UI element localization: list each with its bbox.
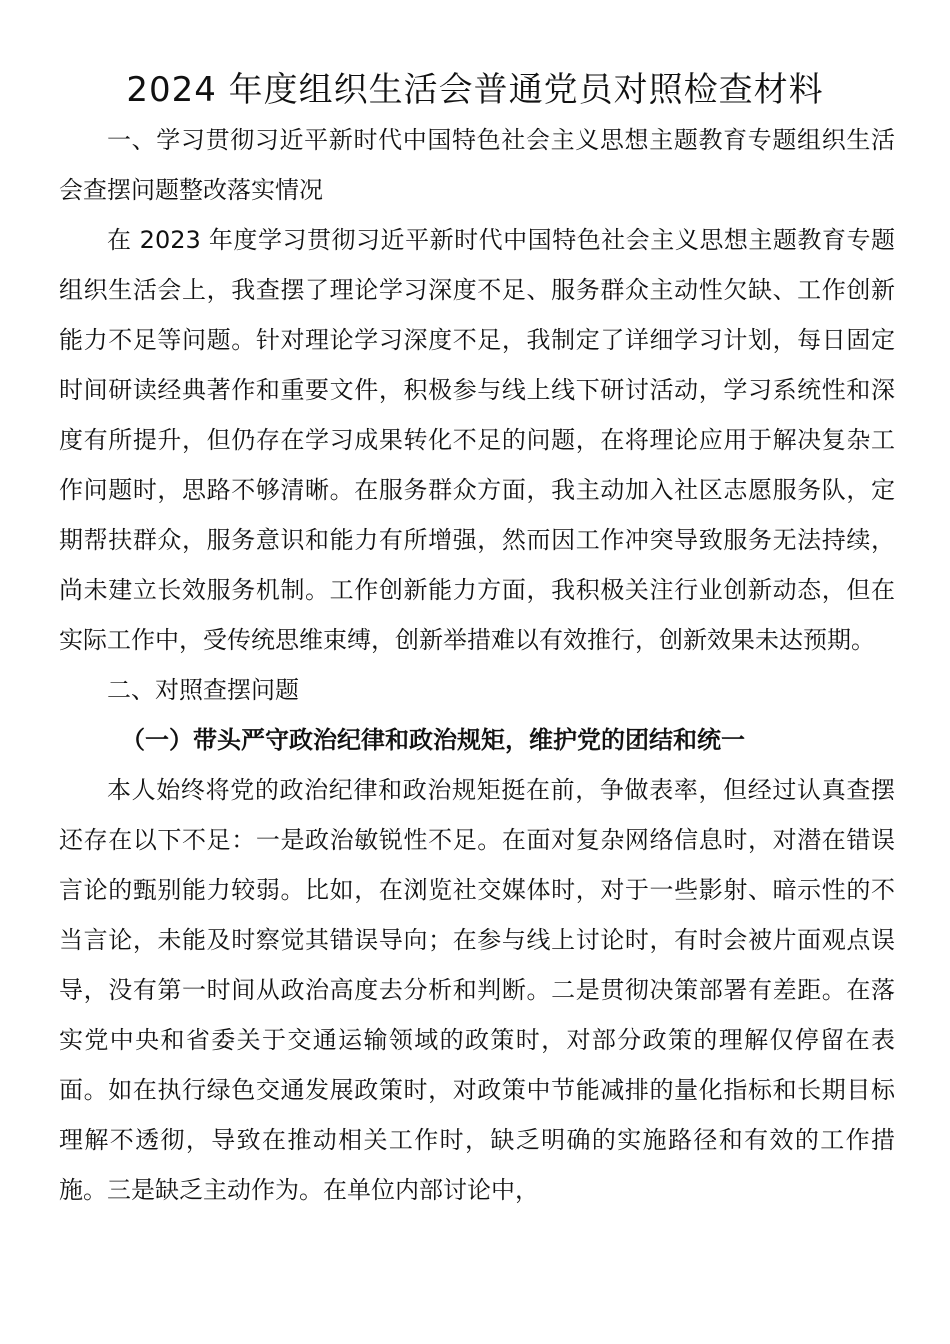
document-title: 2024 年度组织生活会普通党员对照检查材料 [126, 70, 824, 110]
subsection-1-paragraph: 本人始终将党的政治纪律和政治规矩挺在前，争做表率，但经过认真查摆还存在以下不足：一是政治敏锐性不足。在面对复杂网络信息时，对潜在错误言论的甄别能力较弱。比如，在浏览社交媒体时，对于一些影射、暗示性的不当言论，未能及时察觉其错误导向；在参与线上讨论时，有时会被片面观点误导，没有第一时间从政治高度去分析和判断。二是贯彻决策部署有差距。在落实党中央和省委关于交通运输领域的政策时，对部分政策的理解仅停留在表面。如在执行绿色交通发展政策时，对政策中节能减排的量化指标和长期目标理解不透彻，导致在推动相关工作时，缺乏明确的实施路径和有效的工作措施。三是缺乏主动作为。在单位内部讨论中， [59, 776, 895, 1204]
subsection-1-heading: （一）带头严守政治纪律和政治规矩，维护党的团结和统一 [121, 726, 745, 754]
section-1-heading: 一、学习贯彻习近平新时代中国特色社会主义思想主题教育专题组织生活会查摆问题整改落实情况 [59, 126, 895, 204]
section-2-heading: 二、对照查摆问题 [107, 676, 299, 704]
section-1-paragraph: 在 2023 年度学习贯彻习近平新时代中国特色社会主义思想主题教育专题组织生活会上，我查摆了理论学习深度不足、服务群众主动性欠缺、工作创新能力不足等问题。针对理论学习深度不足，我制定了详细学习计划，每日固定时间研读经典著作和重要文件，积极参与线上线下研讨活动，学习系统性和深度有所提升，但仍存在学习成果转化不足的问题，在将理论应用于解决复杂工作问题时，思路不够清晰。在服务群众方面，我主动加入社区志愿服务队，定期帮扶群众，服务意识和能力有所增强，然而因工作冲突导致服务无法持续，尚未建立长效服务机制。工作创新能力方面，我积极关注行业创新动态，但在实际工作中，受传统思维束缚，创新举措难以有效推行，创新效果未达预期。 [59, 226, 895, 654]
document-body [59, 115, 895, 1215]
